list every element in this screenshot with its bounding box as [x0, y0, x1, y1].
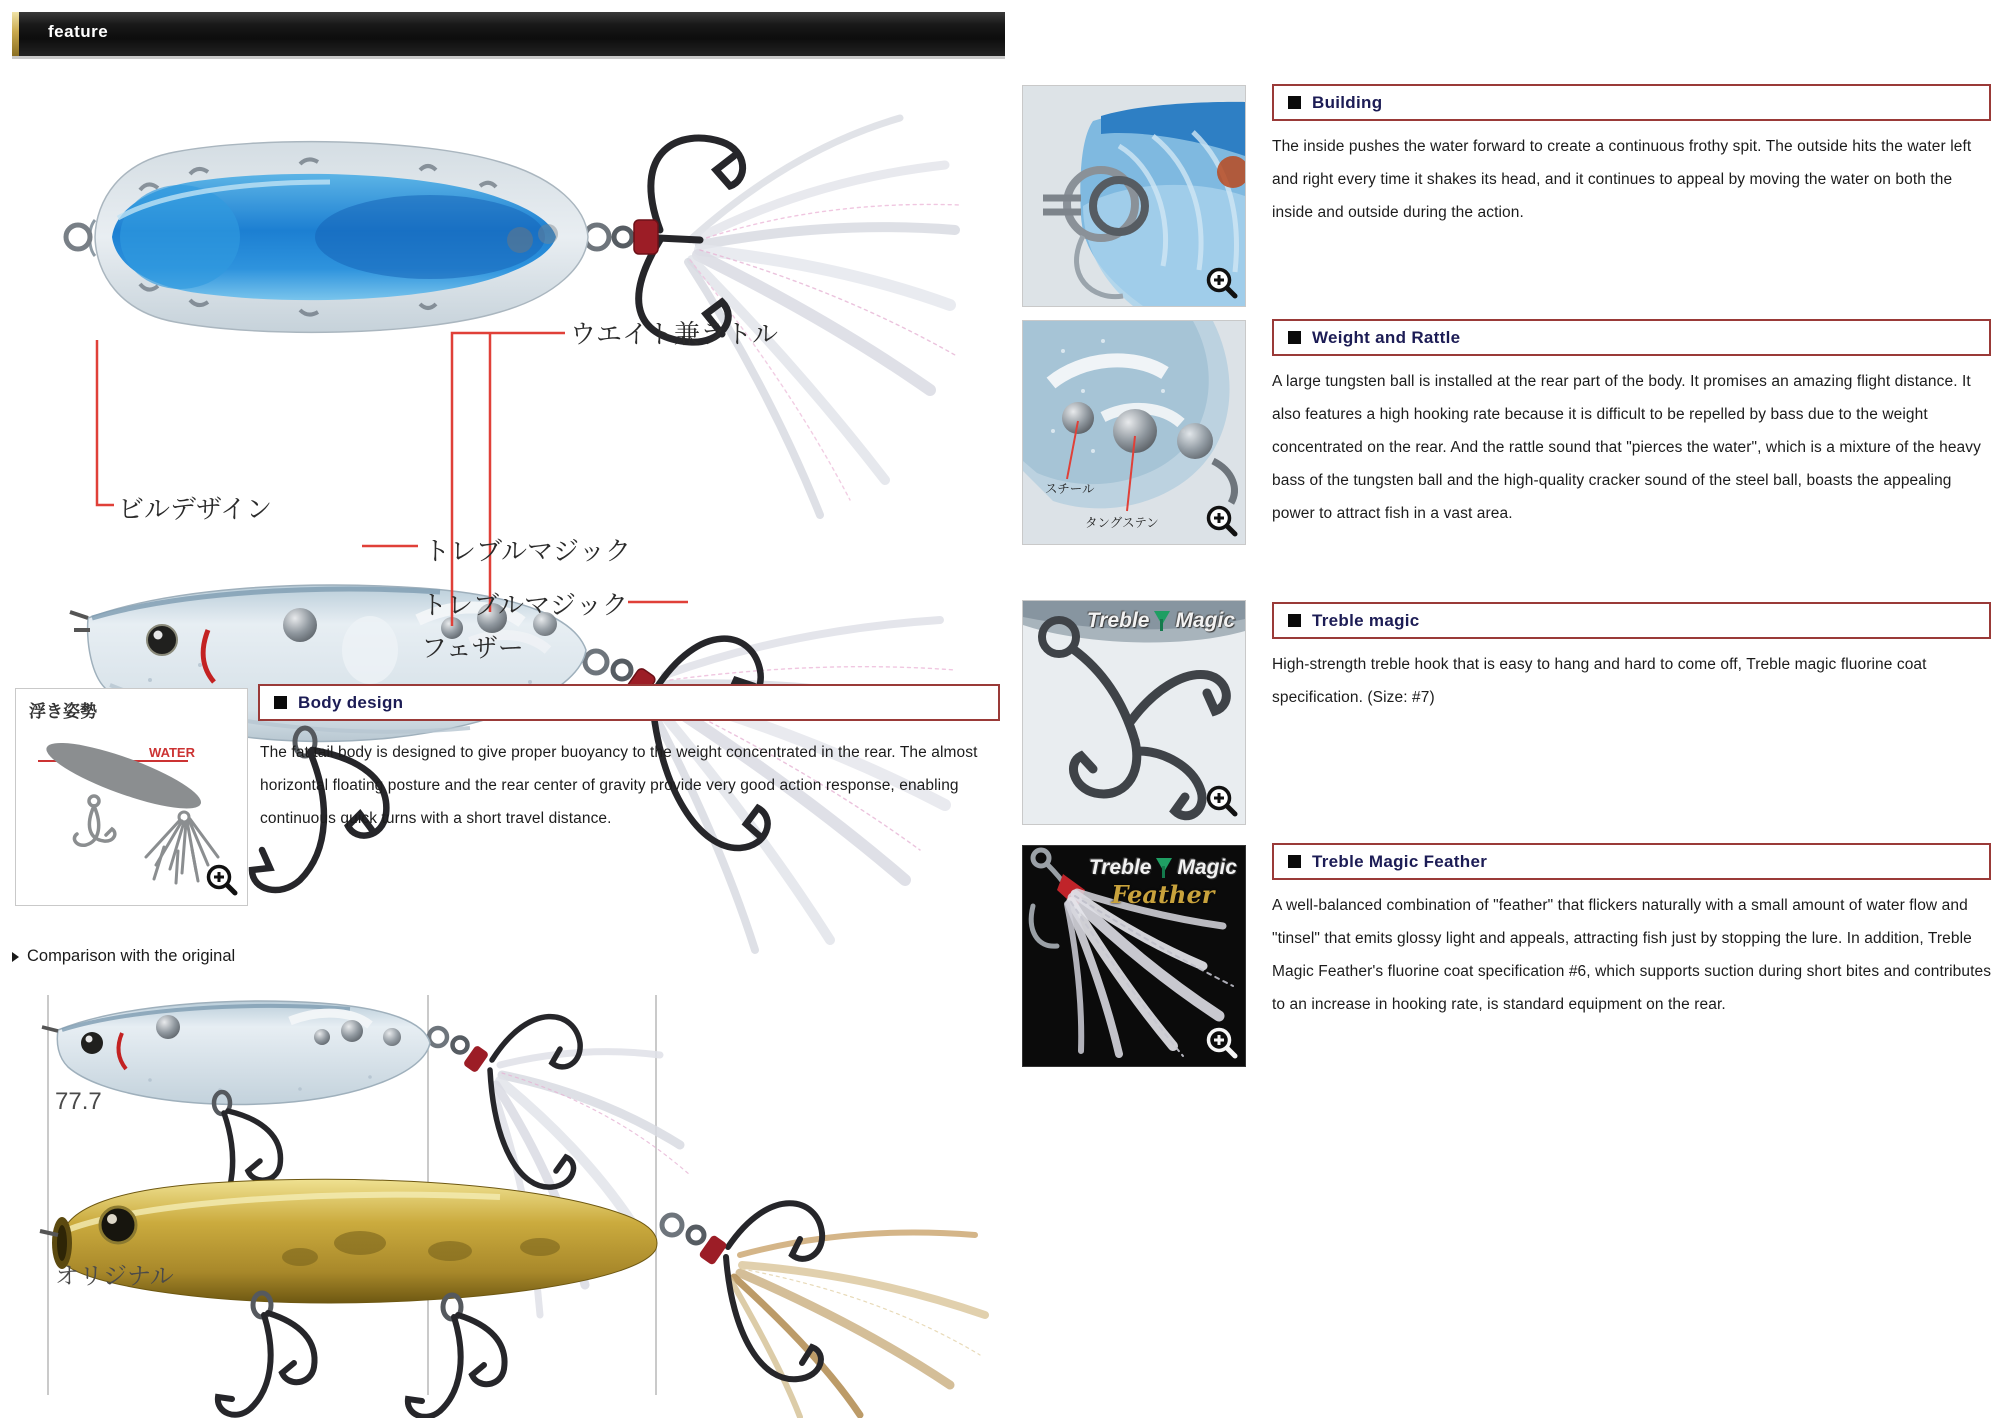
triangle-bullet-icon — [12, 952, 19, 962]
weight-rattle-heading — [1272, 319, 1991, 356]
heading-square-bullet — [1288, 331, 1301, 344]
tungsten-label: タングステン — [1085, 516, 1159, 530]
top-view-body — [66, 142, 588, 333]
comparison-illustration — [0, 985, 1020, 1418]
lure-777-rear-hardware — [429, 1028, 489, 1073]
top-view-rear-hardware — [585, 220, 658, 254]
building-thumbnail[interactable] — [1022, 85, 1246, 307]
feather-logo-script: Feather — [1111, 880, 1215, 909]
treble-magic-logo-left: Treble — [1086, 609, 1150, 632]
treble-magic-thumbnail[interactable] — [1022, 600, 1246, 825]
building-heading — [1272, 84, 1991, 121]
comparison-title — [12, 947, 235, 966]
treble-magic-logo-right: Magic — [1175, 609, 1235, 632]
treble-magic-y-icon — [1153, 857, 1175, 879]
treble-magic-feather-heading-label: Treble Magic Feather — [1312, 851, 1488, 871]
zoom-magnifier-icon[interactable] — [1205, 504, 1239, 538]
body-design-heading-label: Body design — [298, 692, 404, 712]
treble-magic-logo — [1087, 609, 1235, 633]
feather-logo-left: Treble — [1088, 856, 1152, 879]
label-original: オリジナル — [55, 1263, 174, 1290]
zoom-magnifier-icon[interactable] — [1205, 784, 1239, 818]
treble-magic-text: High-strength treble hook that is easy to hang and hard to come off, Treble magic fluorine coat specification. (Size: #7) — [1272, 656, 1927, 706]
treble-magic-heading-label: Treble magic — [1312, 610, 1420, 630]
heading-square-bullet — [1288, 96, 1301, 109]
weight-rattle-thumbnail[interactable] — [1022, 320, 1246, 545]
callout-treble-magic: トレブルマジック — [424, 536, 631, 566]
feather-logo-right: Magic — [1177, 856, 1237, 879]
lure-original-belly-hooks — [218, 1293, 505, 1417]
building-heading-label: Building — [1312, 92, 1383, 112]
treble-magic-y-icon — [1151, 610, 1173, 632]
heading-square-bullet — [274, 696, 287, 709]
lure-original-rear-hardware — [662, 1215, 728, 1266]
weight-rattle-text: A large tungsten ball is installed at the rear part of the body. It promises an amazing flight distance. It also features a high hooking rate because it is difficult to be repelled by bass due to the weight concentrated on the rear. And the rattle sound that "pierces the water", which is a mixture of the heavy bass of the tungsten ball and the high-quality cracker sound of the steel ball, boasts the appealing power to attract fish in a vast area. — [1272, 373, 1981, 522]
treble-magic-heading — [1272, 602, 1991, 639]
weight-rattle-heading-label: Weight and Rattle — [1312, 327, 1461, 347]
body-design-thumbnail[interactable] — [15, 688, 248, 906]
callout-treble-magic-feather — [421, 585, 628, 665]
treble-magic-feather-text: A well-balanced combination of "feather" that flickers naturally with a small amount of water flow and "tinsel" that emits glossy light and appeals, attracting fish just by stopping the lure. In addition, Treble Magic Feather's fluorine coat specification #6, which supports suction during short bites and contributes to an increase in hooking rate, is standard equipment on the rear. — [1272, 897, 1992, 1013]
callout-lines — [97, 333, 688, 626]
steel-label: スチール — [1045, 482, 1095, 496]
feature-banner — [12, 12, 1005, 59]
treble-magic-feather-thumbnail[interactable] — [1022, 845, 1246, 1067]
zoom-magnifier-icon[interactable] — [1205, 266, 1239, 300]
gold-accent-bar — [12, 12, 19, 56]
body-design-heading — [258, 684, 1000, 721]
lure-original-feather — [730, 1233, 985, 1418]
callout-weight-rattle: ウエイト兼ラトル — [570, 319, 779, 349]
feature-banner-title: feature — [48, 22, 109, 41]
zoom-magnifier-icon[interactable] — [205, 863, 239, 897]
floating-posture-caption: 浮き姿勢 — [29, 702, 97, 721]
label-777: 77.7 — [55, 1088, 102, 1115]
heading-square-bullet — [1288, 855, 1301, 868]
comparison-title-label: Comparison with the original — [27, 947, 236, 965]
callout-bill-design: ビルデザイン — [118, 494, 273, 524]
zoom-magnifier-icon[interactable] — [1205, 1026, 1239, 1060]
treble-magic-feather-logo — [1089, 856, 1237, 909]
body-design-text: The fat tail body is designed to give proper buoyancy to the weight concentrated in the rear. The almost horizontal floating posture and the rear center of gravity provide very good action response, enabling continuous quick turns with a short travel distance. — [260, 744, 978, 827]
callout-treble-magic-feather-line1: トレブルマジック — [421, 590, 628, 620]
water-label: WATER — [149, 745, 195, 760]
callout-treble-magic-feather-line2: フェザー — [421, 633, 524, 663]
heading-square-bullet — [1288, 614, 1301, 627]
treble-magic-feather-heading — [1272, 843, 1991, 880]
building-text: The inside pushes the water forward to create a continuous frothy spit. The outside hits the water left and right every time it shakes its head, and it continues to appeal by moving the water on both the inside and outside during the action. — [1272, 138, 1972, 221]
